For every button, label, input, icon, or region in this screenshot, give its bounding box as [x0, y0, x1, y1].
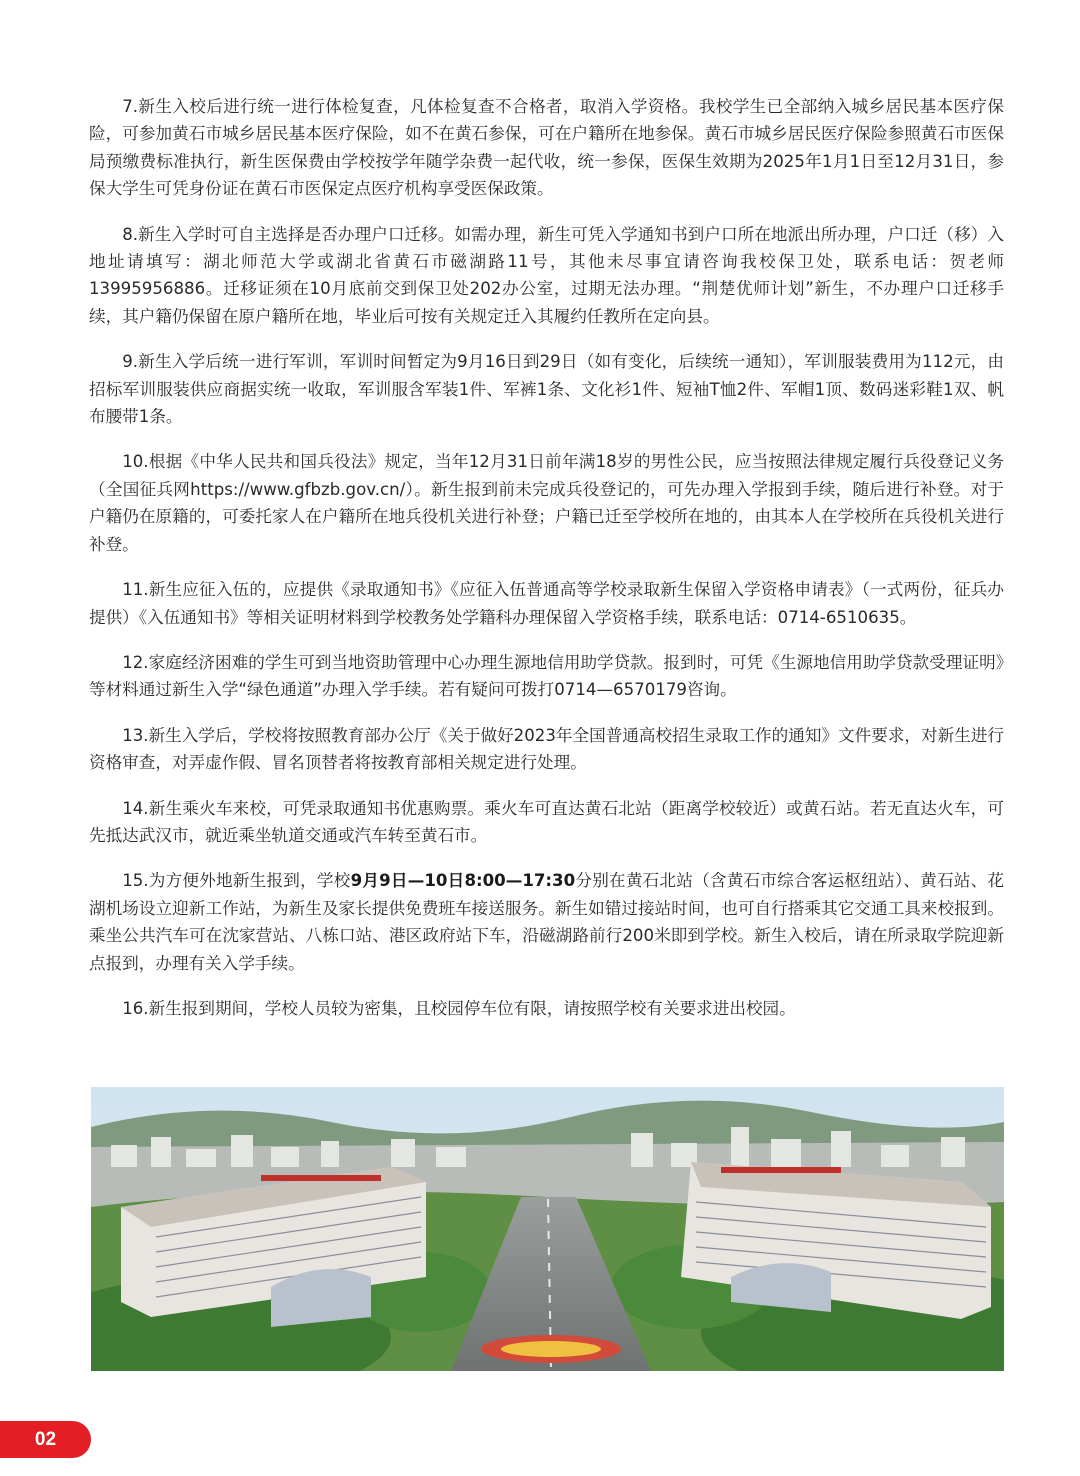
page-number: 02 [0, 1421, 91, 1458]
notice-item-16: 16.新生报到期间，学校人员较为密集，且校园停车位有限，请按照学校有关要求进出校园。 [122, 998, 796, 1018]
notice-item-7: 7.新生入校后进行统一进行体检复查，凡体检复查不合格者，取消入学资格。我校学生已全部纳入城乡居民基本医疗保险，可参加黄石市城乡居民基本医疗保险，如不在黄石参保，可在户籍所在地参保。黄石市城乡居民医疗保险参照黄石市医保局预缴费标准执行，新生医保费由学校按学年随学杂费一起代收，统一参保，医保生效期为2025年1月1日至12月31日，参保大学生可凭身份证在黄石市医保定点医疗机构享受医保政策。 [89, 97, 1004, 199]
reception-time-highlight: 9月9日—10日8:00—17:30 [350, 871, 576, 891]
notice-item-11: 11.新生应征入伍的，应提供《录取通知书》《应征入伍普通高等学校录取新生保留入学资格申请表》（一式两份，征兵办提供）《入伍通知书》等相关证明材料到学校教务处学籍科办理保留入学资格手续，联系电话：0714-6510635。 [89, 580, 1004, 627]
notice-item-15-lead: 15.为方便外地新生报到，学校 [122, 871, 351, 891]
campus-aerial-photo [91, 1087, 1004, 1371]
notice-item-15-rest: 分别在黄石北站（含黄石市综合客运枢纽站）、黄石站、花湖机场设立迎新工作站，为新生及家长提供免费班车接送服务。新生如错过接站时间，也可自行搭乘其它交通工具来校报到。乘坐公共汽车可在沈家营站、八栋口站、港区政府站下车，沿磁湖路前行200米即到学校。新生入校后，请在所录取学院迎新点报到，办理有关入学手续。 [89, 871, 1005, 973]
notice-item-8: 8.新生入学时可自主选择是否办理户口迁移。如需办理，新生可凭入学通知书到户口所在地派出所办理，户口迁（移）入地址请填写：湖北师范大学或湖北省黄石市磁湖路11号，其他未尽事宜请咨询我校保卫处，联系电话：贺老师13995956886。迁移证须在10月底前交到保卫处202办公室，过期无法办理。“荆楚优师计划”新生，不办理户口迁移手续，其户籍仍保留在原户籍所在地，毕业后可按有关规定迁入其履约任教所在定向县。 [89, 224, 1004, 326]
notice-item-13: 13.新生入学后，学校将按照教育部办公厅《关于做好2023年全国普通高校招生录取工作的通知》文件要求，对新生进行资格审查，对弄虚作假、冒名顶替者将按教育部相关规定进行处理。 [89, 725, 1004, 773]
notice-item-14: 14.新生乘火车来校，可凭录取通知书优惠购票。乘火车可直达黄石北站（距离学校较近）或黄石站。若无直达火车，可先抵达武汉市，就近乘坐轨道交通或汽车转至黄石市。 [89, 798, 1004, 845]
notice-item-12: 12.家庭经济困难的学生可到当地资助管理中心办理生源地信用助学贷款。报到时，可凭《生源地信用助学贷款受理证明》等材料通过新生入学“绿色通道”办理入学手续。若有疑问可拨打0714—6570179咨询。 [89, 652, 1004, 700]
notice-body [89, 93, 1004, 1040]
notice-item-10: 10.根据《中华人民共和国兵役法》规定，当年12月31日前年满18岁的男性公民，应当按照法律规定履行兵役登记义务（全国征兵网https://www.gfbzb.gov.cn/）。新生报到前未完成兵役登记的，可先办理入学报到手续，随后进行补登。对于户籍仍在原籍的，可委托家人在户籍所在地兵役机关进行补登；户籍已迁至学校所在地的，由其本人在学校所在兵役机关进行补登。 [89, 452, 1004, 554]
notice-item-9: 9.新生入学后统一进行军训，军训时间暂定为9月16日到29日（如有变化，后续统一通知），军训服装费用为112元，由招标军训服装供应商据实统一收取，军训服含军装1件、军裤1条、文化衫1件、短袖T恤2件、军帽1顶、数码迷彩鞋1双、帆布腰带1条。 [89, 352, 1004, 427]
notice-item-15 [89, 867, 1004, 977]
